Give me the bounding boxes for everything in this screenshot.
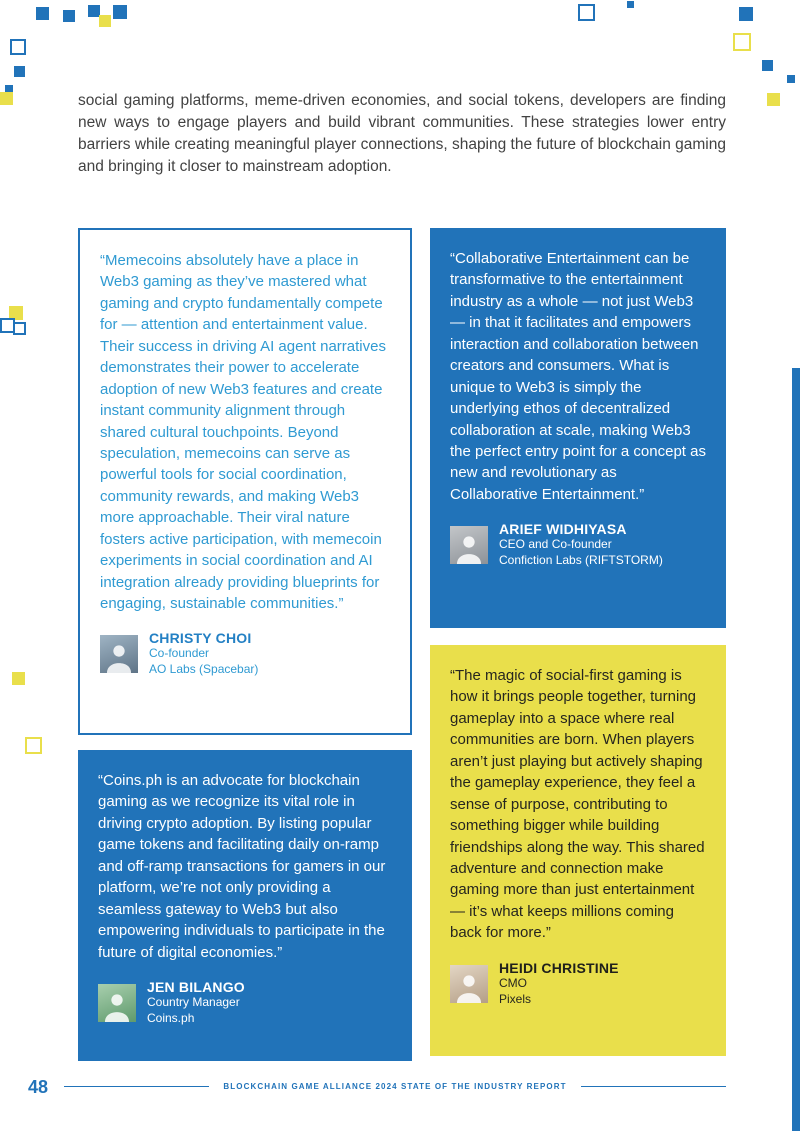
avatar xyxy=(450,965,488,1003)
person-details xyxy=(147,979,245,1027)
quote-card-christy-choi xyxy=(78,228,412,735)
avatar xyxy=(98,984,136,1022)
footer-title: BLOCKCHAIN GAME ALLIANCE 2024 STATE OF THE INDUSTRY REPORT xyxy=(223,1082,567,1091)
avatar xyxy=(450,526,488,564)
person-org: Pixels xyxy=(499,991,532,1006)
decor-square xyxy=(14,66,25,77)
attribution xyxy=(98,979,392,1027)
intro-paragraph: social gaming platforms, meme-driven economies, and social tokens, developers are finding new ways to engage players and build vibrant communities. These strategies lower entry barriers while creating meaningful player connections, shaping the future of blockchain gaming and bringing it closer to mainstream adoption. xyxy=(78,92,726,176)
quote-text: “The magic of social-first gaming is how it brings people together, turning gameplay into a space where real communities are born. When players aren’t just playing but actively shaping the gameplay experience, they feel a sense of purpose, contributing to something bigger while building friendships along the way. This shared adventure and connection make gaming more than just entertainment — it’s what keeps millions coming back for more.” xyxy=(450,667,705,942)
quote-card-jen-bilango xyxy=(78,750,412,1061)
person-icon xyxy=(452,969,486,1003)
decor-square xyxy=(762,60,773,71)
attribution xyxy=(450,521,706,569)
quote-card-arief-widhiyasa xyxy=(430,228,726,628)
person-details xyxy=(499,960,619,1008)
quote-text: “Collaborative Entertainment can be transformative to the entertainment industry as a whole — not just Web3 — in that it facilitates and empowers interaction and collaboration between creators and consumers. What is unique to Web3 is simply the underlying ethos of decentralized collaboration at scale, making Web3 the perfect entry point for a concept as new and revolutionary as Collaborative Entertainment.” xyxy=(450,250,706,503)
footer xyxy=(64,1082,726,1091)
decor-square xyxy=(578,4,595,21)
page-number: 48 xyxy=(28,1077,49,1097)
decor-square xyxy=(0,92,13,105)
decor-square xyxy=(787,75,795,83)
decor-square xyxy=(739,7,753,21)
person-name: ARIEF WIDHIYASA xyxy=(499,521,627,538)
decor-square xyxy=(733,33,751,51)
person-icon xyxy=(102,639,136,673)
person-name: CHRISTY CHOI xyxy=(149,630,252,647)
decor-square xyxy=(113,5,127,19)
attribution xyxy=(450,960,706,1008)
decor-square xyxy=(63,10,75,22)
person-role: CEO and Co-founder xyxy=(499,537,612,552)
decor-square xyxy=(767,93,780,106)
person-role: Country Manager xyxy=(147,994,240,1009)
person-details xyxy=(149,630,258,678)
page-edge-accent xyxy=(792,368,800,1131)
person-icon xyxy=(452,530,486,564)
person-role: Co-founder xyxy=(149,646,210,661)
avatar xyxy=(100,635,138,673)
decor-square xyxy=(13,322,26,335)
footer-rule-right xyxy=(581,1086,726,1087)
person-name: HEIDI CHRISTINE xyxy=(499,959,619,976)
person-details xyxy=(499,521,663,569)
quote-text: “Coins.ph is an advocate for blockchain gaming as we recognize its vital role in driving crypto adoption. By listing popular game tokens and facilitating daily on-ramp and off-ramp transactions for gamers in our platform, we’re not only providing a seamless gateway to Web3 but also empowering individuals to participate in the future of digital economies.” xyxy=(98,772,386,961)
person-org: Coins.ph xyxy=(147,1010,195,1025)
person-role: CMO xyxy=(499,975,527,990)
decor-square xyxy=(627,1,634,8)
decor-square xyxy=(12,672,25,685)
decor-square xyxy=(25,737,42,754)
decor-square xyxy=(99,15,111,27)
person-name: JEN BILANGO xyxy=(147,978,245,995)
decor-square xyxy=(36,7,49,20)
quote-card-heidi-christine xyxy=(430,645,726,1056)
person-org: Confiction Labs (RIFTSTORM) xyxy=(499,553,663,568)
attribution xyxy=(100,630,390,678)
person-icon xyxy=(100,988,134,1022)
decor-square xyxy=(10,39,26,55)
person-org: AO Labs (Spacebar) xyxy=(149,662,259,677)
quote-text: “Memecoins absolutely have a place in Web3 gaming as they’ve mastered what gaming and crypto fundamentally compete for — attention and entertainment value. Their success in driving AI agent narratives demonstrates their power to accelerate adoption of new Web3 features and create instant community alignment through shared cultural touchpoints. Beyond speculation, memecoins can serve as powerful tools for social coordination, community rewards, and making Web3 more approachable. Their viral nature fosters active participation, with memecoin experiments in social coordination and AI integration already providing blueprints for engaging, sustainable communities.” xyxy=(100,252,386,612)
footer-rule-left xyxy=(64,1086,209,1087)
